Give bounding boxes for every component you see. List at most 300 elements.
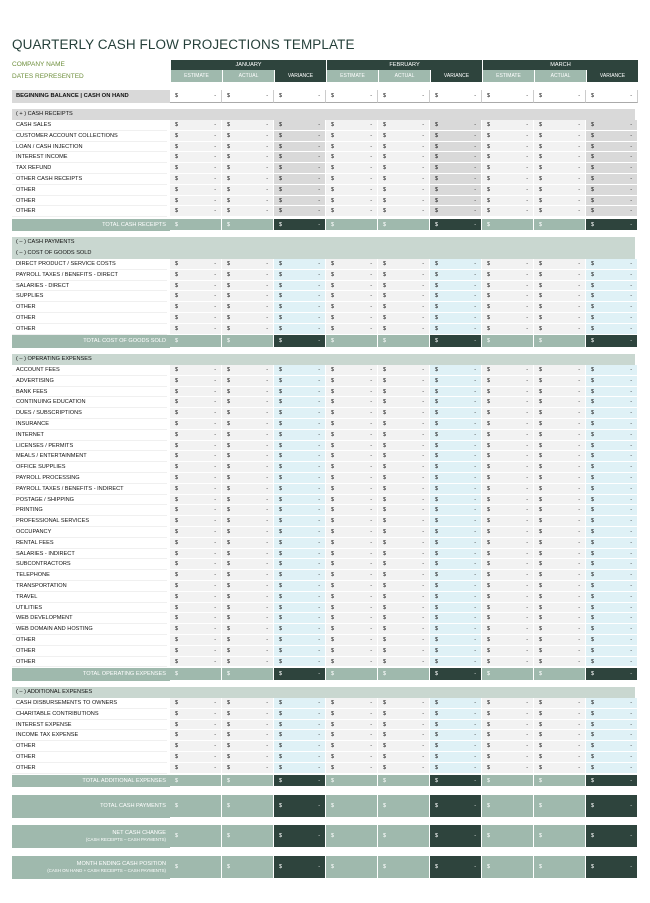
value-cell-actual[interactable] — [378, 473, 430, 484]
value-cell-actual[interactable] — [222, 603, 274, 614]
value-cell-actual[interactable] — [222, 408, 274, 419]
value-cell-actual[interactable] — [534, 174, 586, 185]
value-cell-estimate[interactable] — [482, 259, 534, 270]
value-cell-actual[interactable] — [222, 473, 274, 484]
value-cell-estimate[interactable] — [326, 408, 378, 419]
value-cell-actual[interactable] — [378, 495, 430, 506]
value-cell-actual[interactable] — [378, 313, 430, 324]
value-cell-estimate[interactable] — [170, 376, 222, 387]
value-cell-estimate[interactable] — [326, 538, 378, 549]
value-cell-actual[interactable] — [378, 324, 430, 335]
value-cell-actual[interactable] — [378, 549, 430, 560]
value-cell-estimate[interactable] — [326, 120, 378, 131]
value-cell-estimate[interactable] — [482, 185, 534, 196]
value-cell-actual[interactable] — [222, 313, 274, 324]
value-cell-estimate[interactable] — [482, 196, 534, 207]
value-cell-estimate[interactable] — [326, 570, 378, 581]
value-cell-actual[interactable] — [534, 763, 586, 774]
value-cell-estimate[interactable] — [326, 419, 378, 430]
value-cell-actual[interactable] — [378, 408, 430, 419]
value-cell-estimate[interactable] — [326, 624, 378, 635]
value-cell-estimate[interactable] — [170, 484, 222, 495]
beginning-balance-cell[interactable] — [326, 90, 378, 103]
value-cell-actual[interactable] — [534, 387, 586, 398]
value-cell-estimate[interactable] — [170, 451, 222, 462]
value-cell-estimate[interactable] — [170, 581, 222, 592]
value-cell-estimate[interactable] — [482, 131, 534, 142]
value-cell-actual[interactable] — [534, 281, 586, 292]
value-cell-estimate[interactable] — [482, 549, 534, 560]
value-cell-estimate[interactable] — [326, 281, 378, 292]
value-cell-actual[interactable] — [534, 365, 586, 376]
value-cell-actual[interactable] — [378, 291, 430, 302]
value-cell-actual[interactable] — [222, 763, 274, 774]
value-cell-estimate[interactable] — [326, 592, 378, 603]
value-cell-estimate[interactable] — [326, 142, 378, 153]
value-cell-estimate[interactable] — [326, 709, 378, 720]
value-cell-actual[interactable] — [378, 270, 430, 281]
value-cell-actual[interactable] — [378, 709, 430, 720]
value-cell-estimate[interactable] — [482, 473, 534, 484]
value-cell-actual[interactable] — [222, 505, 274, 516]
value-cell-estimate[interactable] — [170, 120, 222, 131]
value-cell-actual[interactable] — [378, 376, 430, 387]
value-cell-estimate[interactable] — [326, 646, 378, 657]
value-cell-actual[interactable] — [378, 624, 430, 635]
value-cell-actual[interactable] — [222, 624, 274, 635]
value-cell-actual[interactable] — [222, 730, 274, 741]
value-cell-actual[interactable] — [534, 570, 586, 581]
value-cell-actual[interactable] — [534, 603, 586, 614]
value-cell-estimate[interactable] — [170, 131, 222, 142]
value-cell-estimate[interactable] — [170, 495, 222, 506]
value-cell-actual[interactable] — [378, 720, 430, 731]
value-cell-actual[interactable] — [222, 538, 274, 549]
value-cell-estimate[interactable] — [170, 419, 222, 430]
value-cell-estimate[interactable] — [326, 613, 378, 624]
value-cell-estimate[interactable] — [170, 441, 222, 452]
value-cell-actual[interactable] — [534, 462, 586, 473]
value-cell-estimate[interactable] — [170, 196, 222, 207]
value-cell-estimate[interactable] — [170, 142, 222, 153]
value-cell-actual[interactable] — [378, 570, 430, 581]
value-cell-estimate[interactable] — [326, 185, 378, 196]
value-cell-actual[interactable] — [534, 709, 586, 720]
value-cell-actual[interactable] — [222, 376, 274, 387]
value-cell-actual[interactable] — [222, 365, 274, 376]
value-cell-estimate[interactable] — [170, 570, 222, 581]
value-cell-actual[interactable] — [222, 291, 274, 302]
value-cell-actual[interactable] — [534, 313, 586, 324]
value-cell-actual[interactable] — [378, 698, 430, 709]
value-cell-estimate[interactable] — [170, 324, 222, 335]
value-cell-actual[interactable] — [222, 131, 274, 142]
value-cell-actual[interactable] — [534, 397, 586, 408]
value-cell-actual[interactable] — [222, 174, 274, 185]
value-cell-estimate[interactable] — [482, 324, 534, 335]
value-cell-estimate[interactable] — [170, 549, 222, 560]
value-cell-actual[interactable] — [222, 741, 274, 752]
value-cell-estimate[interactable] — [326, 462, 378, 473]
value-cell-estimate[interactable] — [326, 451, 378, 462]
value-cell-estimate[interactable] — [326, 131, 378, 142]
value-cell-estimate[interactable] — [326, 763, 378, 774]
value-cell-estimate[interactable] — [482, 270, 534, 281]
value-cell-actual[interactable] — [534, 142, 586, 153]
beginning-balance-cell[interactable] — [222, 90, 274, 103]
value-cell-actual[interactable] — [222, 527, 274, 538]
value-cell-estimate[interactable] — [482, 462, 534, 473]
value-cell-actual[interactable] — [378, 505, 430, 516]
value-cell-estimate[interactable] — [170, 527, 222, 538]
value-cell-actual[interactable] — [534, 657, 586, 668]
value-cell-actual[interactable] — [534, 516, 586, 527]
value-cell-actual[interactable] — [222, 592, 274, 603]
value-cell-estimate[interactable] — [170, 473, 222, 484]
value-cell-actual[interactable] — [534, 376, 586, 387]
value-cell-estimate[interactable] — [170, 365, 222, 376]
value-cell-estimate[interactable] — [326, 741, 378, 752]
value-cell-actual[interactable] — [222, 657, 274, 668]
value-cell-actual[interactable] — [222, 324, 274, 335]
value-cell-actual[interactable] — [378, 281, 430, 292]
value-cell-actual[interactable] — [534, 441, 586, 452]
value-cell-estimate[interactable] — [326, 441, 378, 452]
value-cell-estimate[interactable] — [326, 259, 378, 270]
value-cell-estimate[interactable] — [482, 142, 534, 153]
value-cell-actual[interactable] — [534, 430, 586, 441]
value-cell-estimate[interactable] — [482, 365, 534, 376]
value-cell-estimate[interactable] — [482, 505, 534, 516]
value-cell-estimate[interactable] — [482, 387, 534, 398]
value-cell-actual[interactable] — [534, 419, 586, 430]
value-cell-actual[interactable] — [534, 408, 586, 419]
value-cell-actual[interactable] — [378, 516, 430, 527]
value-cell-estimate[interactable] — [170, 505, 222, 516]
value-cell-actual[interactable] — [378, 397, 430, 408]
value-cell-estimate[interactable] — [482, 302, 534, 313]
beginning-balance-cell[interactable] — [170, 90, 222, 103]
value-cell-actual[interactable] — [534, 538, 586, 549]
value-cell-estimate[interactable] — [326, 698, 378, 709]
value-cell-estimate[interactable] — [326, 516, 378, 527]
value-cell-estimate[interactable] — [482, 120, 534, 131]
value-cell-estimate[interactable] — [326, 365, 378, 376]
value-cell-actual[interactable] — [378, 730, 430, 741]
value-cell-estimate[interactable] — [170, 741, 222, 752]
value-cell-estimate[interactable] — [482, 152, 534, 163]
value-cell-estimate[interactable] — [326, 152, 378, 163]
value-cell-estimate[interactable] — [170, 516, 222, 527]
value-cell-estimate[interactable] — [326, 313, 378, 324]
value-cell-estimate[interactable] — [326, 657, 378, 668]
value-cell-estimate[interactable] — [482, 752, 534, 763]
value-cell-estimate[interactable] — [326, 270, 378, 281]
value-cell-actual[interactable] — [378, 613, 430, 624]
value-cell-estimate[interactable] — [482, 163, 534, 174]
value-cell-estimate[interactable] — [170, 152, 222, 163]
value-cell-actual[interactable] — [534, 259, 586, 270]
value-cell-estimate[interactable] — [170, 462, 222, 473]
value-cell-actual[interactable] — [534, 152, 586, 163]
value-cell-actual[interactable] — [222, 698, 274, 709]
value-cell-estimate[interactable] — [170, 313, 222, 324]
value-cell-actual[interactable] — [534, 549, 586, 560]
value-cell-estimate[interactable] — [482, 538, 534, 549]
value-cell-estimate[interactable] — [170, 730, 222, 741]
value-cell-estimate[interactable] — [326, 730, 378, 741]
value-cell-actual[interactable] — [222, 549, 274, 560]
value-cell-estimate[interactable] — [170, 387, 222, 398]
value-cell-actual[interactable] — [534, 131, 586, 142]
value-cell-actual[interactable] — [534, 206, 586, 217]
value-cell-actual[interactable] — [378, 559, 430, 570]
value-cell-actual[interactable] — [534, 163, 586, 174]
value-cell-actual[interactable] — [222, 462, 274, 473]
value-cell-estimate[interactable] — [170, 397, 222, 408]
company-name-label[interactable]: COMPANY NAME — [12, 61, 65, 68]
value-cell-estimate[interactable] — [482, 657, 534, 668]
value-cell-actual[interactable] — [222, 185, 274, 196]
value-cell-estimate[interactable] — [482, 376, 534, 387]
value-cell-actual[interactable] — [378, 462, 430, 473]
value-cell-actual[interactable] — [534, 120, 586, 131]
value-cell-estimate[interactable] — [170, 613, 222, 624]
value-cell-actual[interactable] — [222, 709, 274, 720]
value-cell-estimate[interactable] — [482, 613, 534, 624]
value-cell-estimate[interactable] — [326, 376, 378, 387]
value-cell-estimate[interactable] — [326, 291, 378, 302]
value-cell-actual[interactable] — [222, 752, 274, 763]
value-cell-estimate[interactable] — [482, 397, 534, 408]
value-cell-estimate[interactable] — [326, 752, 378, 763]
value-cell-estimate[interactable] — [326, 505, 378, 516]
value-cell-estimate[interactable] — [482, 698, 534, 709]
value-cell-actual[interactable] — [222, 419, 274, 430]
value-cell-estimate[interactable] — [482, 419, 534, 430]
value-cell-actual[interactable] — [378, 259, 430, 270]
beginning-balance-cell[interactable] — [274, 90, 326, 103]
value-cell-actual[interactable] — [534, 495, 586, 506]
value-cell-actual[interactable] — [534, 185, 586, 196]
value-cell-actual[interactable] — [222, 646, 274, 657]
value-cell-estimate[interactable] — [482, 741, 534, 752]
value-cell-estimate[interactable] — [170, 559, 222, 570]
value-cell-estimate[interactable] — [326, 549, 378, 560]
value-cell-estimate[interactable] — [326, 206, 378, 217]
value-cell-estimate[interactable] — [326, 324, 378, 335]
value-cell-actual[interactable] — [534, 270, 586, 281]
value-cell-estimate[interactable] — [170, 657, 222, 668]
value-cell-actual[interactable] — [378, 174, 430, 185]
value-cell-estimate[interactable] — [482, 570, 534, 581]
value-cell-estimate[interactable] — [326, 196, 378, 207]
value-cell-actual[interactable] — [534, 646, 586, 657]
value-cell-actual[interactable] — [222, 387, 274, 398]
value-cell-actual[interactable] — [534, 613, 586, 624]
value-cell-actual[interactable] — [378, 763, 430, 774]
value-cell-actual[interactable] — [378, 302, 430, 313]
value-cell-actual[interactable] — [534, 559, 586, 570]
value-cell-actual[interactable] — [378, 592, 430, 603]
value-cell-estimate[interactable] — [482, 527, 534, 538]
value-cell-actual[interactable] — [378, 741, 430, 752]
value-cell-actual[interactable] — [222, 259, 274, 270]
value-cell-actual[interactable] — [378, 152, 430, 163]
value-cell-actual[interactable] — [222, 206, 274, 217]
value-cell-estimate[interactable] — [326, 174, 378, 185]
value-cell-actual[interactable] — [378, 120, 430, 131]
value-cell-estimate[interactable] — [482, 281, 534, 292]
value-cell-actual[interactable] — [378, 419, 430, 430]
value-cell-actual[interactable] — [222, 516, 274, 527]
value-cell-actual[interactable] — [222, 196, 274, 207]
value-cell-estimate[interactable] — [326, 495, 378, 506]
value-cell-actual[interactable] — [222, 441, 274, 452]
value-cell-actual[interactable] — [378, 484, 430, 495]
value-cell-estimate[interactable] — [482, 430, 534, 441]
value-cell-actual[interactable] — [222, 120, 274, 131]
value-cell-actual[interactable] — [534, 196, 586, 207]
value-cell-estimate[interactable] — [170, 646, 222, 657]
value-cell-estimate[interactable] — [170, 408, 222, 419]
value-cell-actual[interactable] — [534, 720, 586, 731]
value-cell-actual[interactable] — [222, 397, 274, 408]
value-cell-estimate[interactable] — [482, 763, 534, 774]
value-cell-estimate[interactable] — [326, 430, 378, 441]
value-cell-estimate[interactable] — [482, 174, 534, 185]
value-cell-actual[interactable] — [222, 302, 274, 313]
value-cell-actual[interactable] — [378, 451, 430, 462]
value-cell-estimate[interactable] — [482, 603, 534, 614]
value-cell-estimate[interactable] — [482, 313, 534, 324]
value-cell-actual[interactable] — [222, 495, 274, 506]
beginning-balance-cell[interactable] — [482, 90, 534, 103]
value-cell-estimate[interactable] — [170, 592, 222, 603]
value-cell-estimate[interactable] — [170, 635, 222, 646]
value-cell-estimate[interactable] — [482, 441, 534, 452]
value-cell-actual[interactable] — [222, 570, 274, 581]
beginning-balance-cell[interactable] — [534, 90, 586, 103]
value-cell-actual[interactable] — [378, 387, 430, 398]
value-cell-estimate[interactable] — [326, 559, 378, 570]
value-cell-actual[interactable] — [534, 505, 586, 516]
value-cell-actual[interactable] — [378, 581, 430, 592]
value-cell-estimate[interactable] — [326, 387, 378, 398]
value-cell-actual[interactable] — [378, 441, 430, 452]
value-cell-estimate[interactable] — [170, 603, 222, 614]
value-cell-estimate[interactable] — [326, 397, 378, 408]
value-cell-actual[interactable] — [378, 538, 430, 549]
value-cell-actual[interactable] — [378, 185, 430, 196]
value-cell-estimate[interactable] — [170, 752, 222, 763]
value-cell-estimate[interactable] — [170, 538, 222, 549]
beginning-balance-cell[interactable] — [586, 90, 638, 103]
value-cell-estimate[interactable] — [326, 302, 378, 313]
value-cell-actual[interactable] — [534, 635, 586, 646]
value-cell-actual[interactable] — [378, 603, 430, 614]
value-cell-actual[interactable] — [378, 365, 430, 376]
value-cell-actual[interactable] — [534, 451, 586, 462]
value-cell-actual[interactable] — [534, 698, 586, 709]
value-cell-actual[interactable] — [378, 142, 430, 153]
value-cell-estimate[interactable] — [170, 430, 222, 441]
value-cell-actual[interactable] — [534, 473, 586, 484]
value-cell-actual[interactable] — [534, 752, 586, 763]
value-cell-estimate[interactable] — [326, 603, 378, 614]
value-cell-actual[interactable] — [378, 646, 430, 657]
value-cell-actual[interactable] — [378, 131, 430, 142]
value-cell-actual[interactable] — [378, 196, 430, 207]
value-cell-estimate[interactable] — [326, 635, 378, 646]
value-cell-estimate[interactable] — [482, 484, 534, 495]
value-cell-actual[interactable] — [222, 152, 274, 163]
value-cell-actual[interactable] — [222, 451, 274, 462]
value-cell-estimate[interactable] — [170, 698, 222, 709]
value-cell-estimate[interactable] — [482, 709, 534, 720]
value-cell-estimate[interactable] — [170, 174, 222, 185]
value-cell-actual[interactable] — [378, 752, 430, 763]
value-cell-estimate[interactable] — [482, 646, 534, 657]
value-cell-actual[interactable] — [222, 430, 274, 441]
value-cell-estimate[interactable] — [326, 484, 378, 495]
value-cell-actual[interactable] — [378, 657, 430, 668]
value-cell-estimate[interactable] — [482, 720, 534, 731]
value-cell-estimate[interactable] — [170, 163, 222, 174]
value-cell-estimate[interactable] — [326, 720, 378, 731]
value-cell-estimate[interactable] — [482, 291, 534, 302]
value-cell-actual[interactable] — [534, 324, 586, 335]
value-cell-estimate[interactable] — [170, 185, 222, 196]
value-cell-actual[interactable] — [222, 581, 274, 592]
value-cell-estimate[interactable] — [482, 495, 534, 506]
value-cell-estimate[interactable] — [482, 206, 534, 217]
value-cell-estimate[interactable] — [482, 730, 534, 741]
value-cell-actual[interactable] — [222, 613, 274, 624]
value-cell-estimate[interactable] — [326, 581, 378, 592]
value-cell-estimate[interactable] — [326, 163, 378, 174]
value-cell-actual[interactable] — [222, 142, 274, 153]
value-cell-estimate[interactable] — [170, 624, 222, 635]
value-cell-estimate[interactable] — [482, 581, 534, 592]
value-cell-actual[interactable] — [534, 741, 586, 752]
value-cell-estimate[interactable] — [170, 281, 222, 292]
value-cell-estimate[interactable] — [170, 302, 222, 313]
value-cell-estimate[interactable] — [170, 259, 222, 270]
value-cell-actual[interactable] — [222, 559, 274, 570]
value-cell-estimate[interactable] — [482, 451, 534, 462]
value-cell-actual[interactable] — [534, 730, 586, 741]
value-cell-actual[interactable] — [534, 581, 586, 592]
value-cell-actual[interactable] — [378, 430, 430, 441]
value-cell-estimate[interactable] — [326, 473, 378, 484]
value-cell-actual[interactable] — [534, 592, 586, 603]
value-cell-estimate[interactable] — [170, 291, 222, 302]
beginning-balance-cell[interactable] — [430, 90, 482, 103]
value-cell-actual[interactable] — [222, 163, 274, 174]
value-cell-estimate[interactable] — [170, 763, 222, 774]
value-cell-estimate[interactable] — [482, 635, 534, 646]
value-cell-estimate[interactable] — [170, 206, 222, 217]
value-cell-estimate[interactable] — [482, 624, 534, 635]
value-cell-actual[interactable] — [534, 484, 586, 495]
value-cell-actual[interactable] — [378, 206, 430, 217]
value-cell-actual[interactable] — [534, 291, 586, 302]
value-cell-estimate[interactable] — [170, 720, 222, 731]
value-cell-actual[interactable] — [534, 624, 586, 635]
value-cell-actual[interactable] — [378, 635, 430, 646]
value-cell-actual[interactable] — [222, 270, 274, 281]
